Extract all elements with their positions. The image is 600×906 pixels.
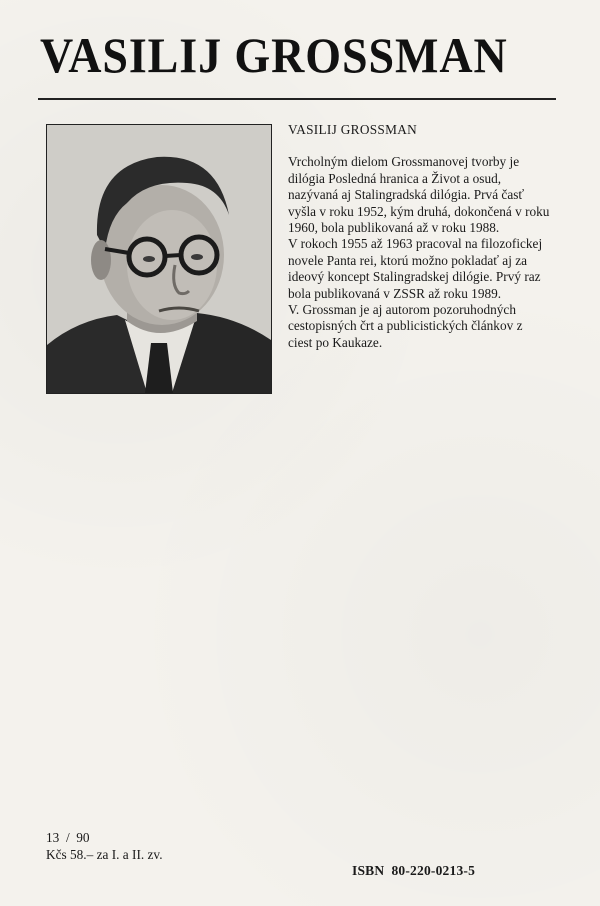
title-rule (38, 98, 556, 100)
description-paragraph-1: Vrcholným dielom Grossmanovej tvorby je dilógia Posledná hranica a Život a osud, nazývaná aj Stalingradská dilógia. Prvá časť vyšla v roku 1952, kým druhá, dokončená v roku 1960, bola publikovaná až v roku 1988. (288, 154, 550, 236)
cover-title: VASILIJ GROSSMAN (40, 27, 508, 83)
price: Kčs 58.– za I. a II. zv. (46, 847, 163, 862)
publication-info (46, 829, 163, 863)
portrait-illustration (47, 125, 271, 393)
description-paragraph-2: V rokoch 1955 až 1963 pracoval na filozofickej novele Panta rei, ktorú možno pokladať aj za ideový koncept Stalingradskej dilógie. Prvý raz bola publikovaná v ZSSR až roku 1989. (288, 236, 543, 301)
description-column (288, 122, 550, 351)
isbn: ISBN 80-220-0213-5 (352, 863, 476, 878)
catalog-number: 13 / 90 (46, 830, 90, 845)
author-name: VASILIJ GROSSMAN (288, 122, 418, 137)
description-paragraph-3: V. Grossman je aj autorom pozoruhodných cestopisných črt a publicistických článkov z ciest po Kaukaze. (288, 302, 523, 350)
author-portrait (46, 124, 272, 394)
